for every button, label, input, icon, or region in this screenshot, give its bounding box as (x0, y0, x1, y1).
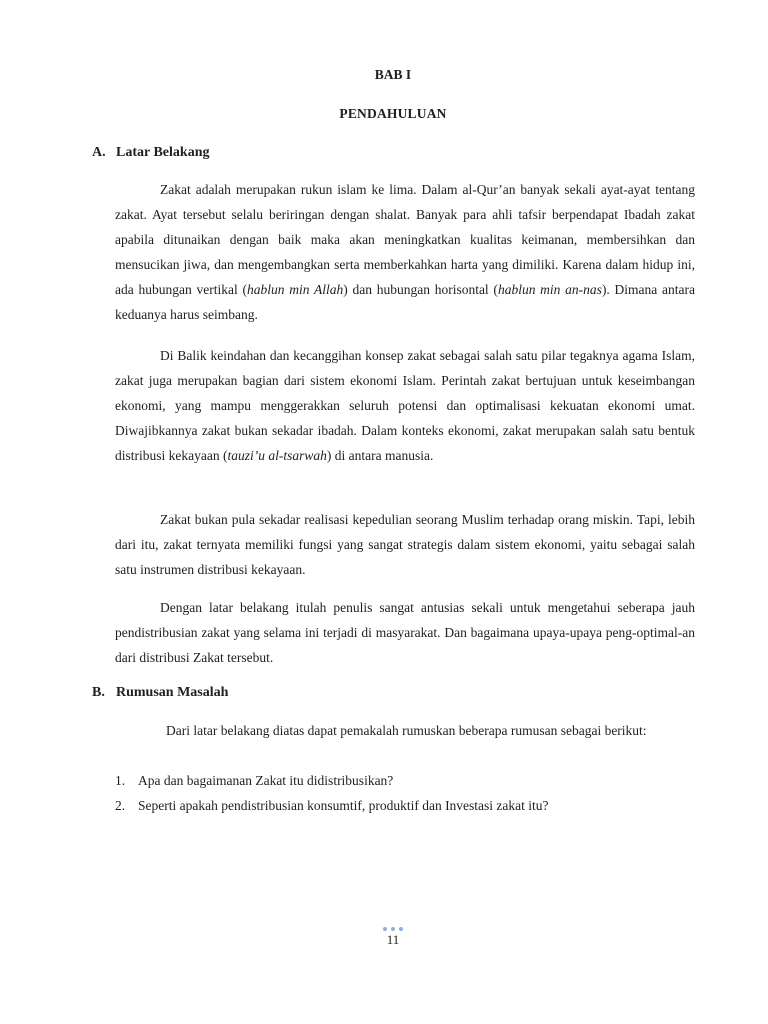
section-a-letter: A. (92, 145, 106, 160)
section-b-intro (117, 718, 695, 743)
list-item-number: 1. (115, 773, 126, 788)
dot-icon (383, 927, 387, 931)
paragraph-2-text-a: Di Balik keindahan dan kecanggihan konsep zakat sebagai salah satu pilar tegaknya agama Islam, zakat juga merupakan bagian dari sistem ekonomi Islam. Perintah zakat bertujuan untuk keseimbangan ekonomi, yang mampu menggerakkan seluruh potensi dan optimalisasi kekuatan ekonomi umat. Diwajibkannya zakat bukan sekadar ibadah. Dalam konteks ekonomi, zakat merupakan salah satu bentuk distribusi kekayaan ( (115, 348, 695, 463)
paragraph-2 (115, 343, 695, 468)
paragraph-2-text-b: ) di antara manusia. (326, 448, 434, 463)
dot-icon (391, 927, 395, 931)
section-a-heading (92, 144, 209, 162)
paragraph-1-italic-a: hablun min Allah (246, 282, 344, 297)
list-item (115, 797, 549, 815)
section-b-heading (92, 684, 228, 702)
paragraph-1-text-b: ) dan hubungan horisontal ( (343, 282, 498, 297)
paragraph-4 (115, 595, 695, 670)
section-a-title: Latar Belakang (116, 145, 210, 160)
paragraph-1 (115, 177, 695, 327)
section-b-intro-text: Dari latar belakang diatas dapat pemakalah rumuskan beberapa rumusan sebagai berikut: (166, 723, 647, 738)
paragraph-1-text-c: ). Dimana antara keduanya harus seimbang. (115, 282, 696, 322)
section-b-letter: B. (92, 685, 105, 700)
paragraph-3 (115, 507, 695, 582)
paragraph-1-text-a: Zakat adalah merupakan rukun islam ke lima. Dalam al-Qur’an banyak sekali ayat-ayat tentang zakat. Ayat tersebut selalu beriringan dengan shalat. Banyak para ahli tafsir berpendapat Ibadah zakat apabila ditunaikan dengan baik maka akan meningkatkan kualitas keimanan, membersihkan dan mensucikan jiwa, dan mengembangkan serta memberkahkan harta yang dimiliki. Karena dalam hidup ini, ada hubungan vertikal ( (115, 182, 695, 297)
chapter-title: PENDAHULUAN (339, 106, 447, 121)
section-b-title: Rumusan Masalah (116, 685, 229, 700)
dot-icon (399, 927, 403, 931)
chapter-label: BAB I (374, 67, 412, 82)
list-item-number: 2. (115, 798, 126, 813)
paragraph-1-italic-b: hablun min an-nas (497, 282, 602, 297)
paragraph-4-text: Dengan latar belakang itulah penulis sangat antusias sekali untuk mengetahui seberapa jauh pendistribusian zakat yang selama ini terjadi di masyarakat. Dan bagaimana upaya-upaya peng-optimal-an dari distribusi Zakat tersebut. (115, 600, 695, 665)
paragraph-3-text: Zakat bukan pula sekadar realisasi kepedulian seorang Muslim terhadap orang miskin. Tapi, lebih dari itu, zakat ternyata memiliki fungsi yang sangat strategis dalam sistem ekonomi, yaitu sebagai salah satu instrumen distribusi kekayaan. (115, 512, 695, 577)
list-item-text: Seperti apakah pendistribusian konsumtif, produktif dan Investasi zakat itu? (138, 798, 549, 813)
page-number: 11 (386, 932, 400, 947)
list-item-text: Apa dan bagaimanan Zakat itu didistribusikan? (138, 773, 394, 788)
paragraph-2-italic: tauzi’u al-tsarwah (227, 448, 327, 463)
list-item (115, 772, 393, 790)
